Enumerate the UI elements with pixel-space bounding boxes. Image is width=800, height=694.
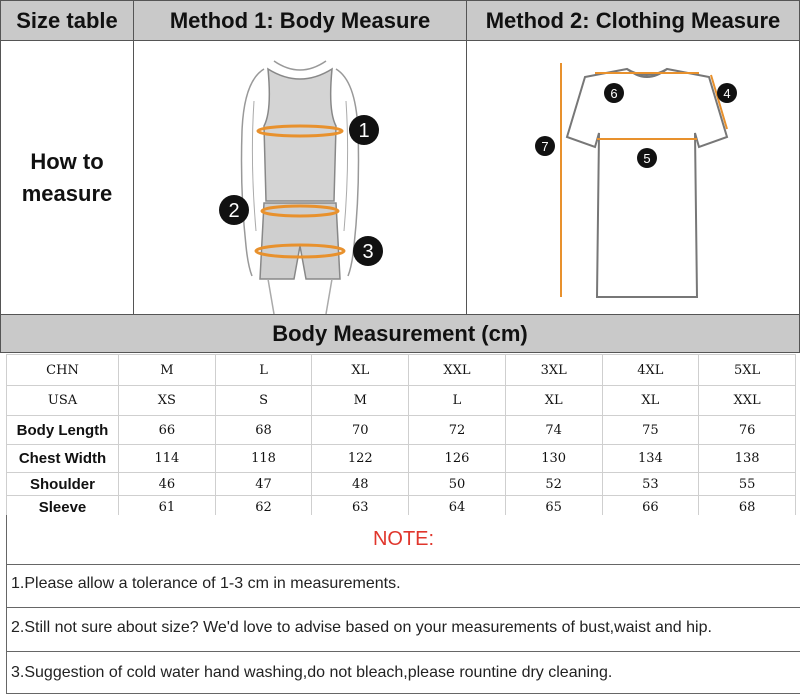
table-cell: 114 [119,445,216,473]
table-cell: 70 [312,416,409,445]
table-cell: XXL [409,355,506,386]
marker-4 [717,83,737,103]
note-title: NOTE: [372,528,435,550]
body-measurement-title: Body Measurement (cm) [272,320,528,346]
table-cell: 68 [215,416,312,445]
table-cell: 72 [409,416,506,445]
row-label: Shoulder [7,473,119,496]
svg-text:1: 1 [358,120,370,142]
svg-text:7: 7 [541,139,549,154]
table-cell: 126 [409,445,506,473]
table-cell: 4XL [602,355,699,386]
note-text: 1.Please allow a tolerance of 1-3 cm in measurements. [11,575,401,592]
table-cell: 62 [215,496,312,519]
row-label: Sleeve [7,496,119,519]
table-cell: 55 [699,473,796,496]
table-cell: 66 [119,416,216,445]
row-label: Chest Width [7,445,119,473]
table-cell: XXL [699,386,796,416]
marker-2 [219,195,249,225]
method1-header [133,0,467,41]
note-text: 3.Suggestion of cold water hand washing,do not bleach,please rountine dry cleaning. [11,664,613,681]
row-label: USA [7,386,119,416]
table-cell: 65 [505,496,602,519]
table-cell: 74 [505,416,602,445]
svg-text:5: 5 [643,151,651,166]
marker-5 [637,148,657,168]
table-cell: 47 [215,473,312,496]
table-cell: L [409,386,506,416]
body-measurement-header [0,314,800,353]
table-cell: 68 [699,496,796,519]
note-item [6,564,800,608]
method1-label: Method 1: Body Measure [169,7,431,33]
marker-6 [604,83,624,103]
table-cell: 48 [312,473,409,496]
svg-text:6: 6 [610,86,618,101]
marker-3 [353,236,383,266]
how-to-line1: How to [30,148,104,174]
table-cell: 66 [602,496,699,519]
table-cell: 122 [312,445,409,473]
marker-7 [535,136,555,156]
table-row [7,355,796,386]
how-to-line2: measure [21,180,113,206]
table-cell: 64 [409,496,506,519]
size-table-label: Size table [16,7,118,33]
table-cell: L [215,355,312,386]
marker-1 [349,115,379,145]
body-measure-cell [133,40,467,315]
table-row [7,416,796,445]
table-cell: 134 [602,445,699,473]
svg-text:4: 4 [723,86,731,101]
table-cell: M [119,355,216,386]
table-row [7,473,796,496]
table-cell: 75 [602,416,699,445]
notes-section [6,515,800,694]
table-cell: M [312,386,409,416]
table-cell: 118 [215,445,312,473]
tshirt-illustration [467,41,799,314]
row-label: Body Length [7,416,119,445]
table-cell: 3XL [505,355,602,386]
svg-text:3: 3 [362,241,374,263]
table-cell: XL [505,386,602,416]
table-cell: 5XL [699,355,796,386]
size-table-header [0,0,134,41]
note-text: 2.Still not sure about size? We'd love to advise based on your measurements of bust,waist and hip. [11,619,712,636]
method2-label: Method 2: Clothing Measure [485,7,781,33]
table-cell: 76 [699,416,796,445]
clothing-measure-cell [466,40,800,315]
row-label: CHN [7,355,119,386]
body-figure-illustration [134,41,466,314]
table-row [7,445,796,473]
note-title-row [6,515,800,565]
table-cell: 130 [505,445,602,473]
table-cell: 61 [119,496,216,519]
table-cell: 138 [699,445,796,473]
note-item [6,607,800,652]
note-item [6,651,800,694]
how-to-measure-cell [0,40,134,315]
svg-text:2: 2 [228,200,240,222]
table-cell: S [215,386,312,416]
table-cell: XL [602,386,699,416]
table-row [7,386,796,416]
table-cell: 63 [312,496,409,519]
table-cell: 46 [119,473,216,496]
table-cell: 50 [409,473,506,496]
table-cell: XL [312,355,409,386]
table-cell: XS [119,386,216,416]
table-cell: 52 [505,473,602,496]
method2-header [466,0,800,41]
size-chart-table [6,354,796,519]
table-cell: 53 [602,473,699,496]
